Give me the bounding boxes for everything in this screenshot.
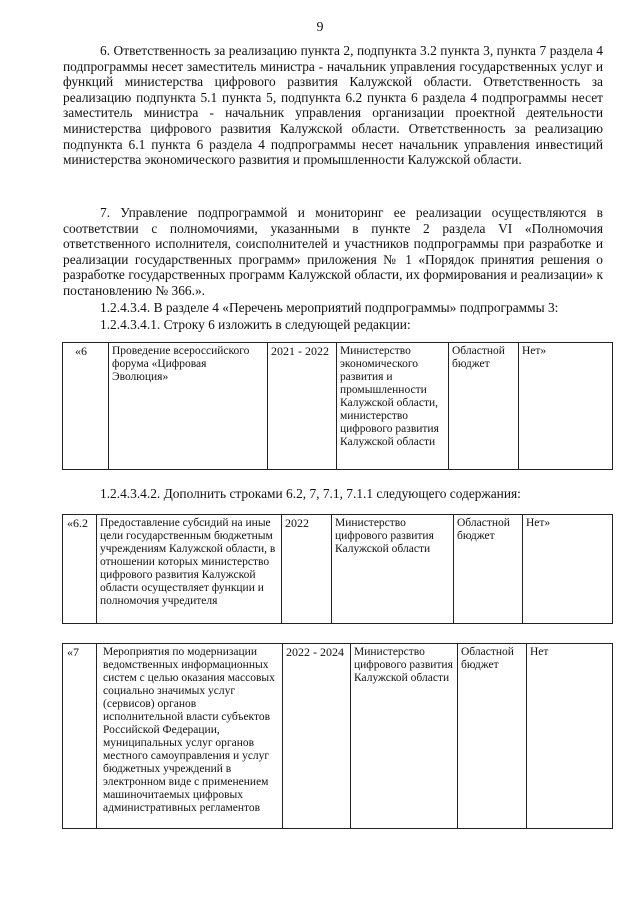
page-number: 9 [316,20,324,35]
event-name: Предоставление субсидий на иные цели государственным бюджетным учреждениям Калужской области, в отношении которых министерство цифрового развития Калужской области осуществляет функции и полномочия учредителя [97,515,282,624]
flag-value: Нет» [519,343,613,470]
event-period: 2022 - 2024 [283,644,351,829]
clause-1-2-4-3-4-1: 1.2.4.3.4.1. Строку 6 изложить в следующей редакции: [100,317,411,332]
table-row-7 [62,643,613,829]
row-number: «6.2 [63,515,97,624]
flag-value: Нет [527,644,613,829]
clause-1-2-4-3-4: 1.2.4.3.4. В разделе 4 «Перечень мероприятий подпрограммы» подпрограммы 3: [100,300,559,315]
funding-source: Областной бюджет [454,515,523,624]
paragraph-responsibility: 6. Ответственность за реализацию пункта 2, подпункта 3.2 пункта 3, пункта 7 раздела 4 подпрограммы несет заместитель министра - начальник управления государственных услуг и функций министерства цифрового развития Калужской области. Ответственность за реализацию подпункта 5.1 пункта 5, подпункта 6.2 пункта 6 раздела 4 подпрограммы несет заместитель министра - начальник управления организации проектной деятельности министерства цифрового развития Калужской области. Ответственность за реализацию подпункта 6.1 пункта 6 раздела 4 подпрограммы несет начальник управления инвестиций министерства экономического развития и промышленности Калужской области. [63,43,603,168]
funding-source: Областной бюджет [449,343,519,470]
clause-1-2-4-3-4-2: 1.2.4.3.4.2. Дополнить строками 6.2, 7, 7.1, 7.1.1 следующего содержания: [100,486,521,501]
paragraph-management: 7. Управление подпрограммой и мониторинг ее реализации осуществляются в соответствии с полномочиями, указанными в пункте 2 раздела VI «Полномочия ответственного исполнителя, соисполнителей и участников подпрограммы при разработке и реализации государственных программ» приложения № 1 «Порядок принятия решения о разработке государственных программ Калужской области, их формирования и реализации» к постановлению № 366.». [63,205,603,298]
table-row-6-2 [62,514,613,624]
event-period: 2021 - 2022 [268,343,337,470]
flag-value: Нет» [523,515,613,624]
funding-source: Областной бюджет [458,644,527,829]
event-name: Мероприятия по модернизации ведомственных информационных систем с целью оказания массовых социально значимых услуг (сервисов) органов исполнительной власти субъектов Российской Федерации, муниципальных услуг органов местного самоуправления и услуг бюджетных учреждений в электронном виде с применением машиночитаемых цифровых административных регламентов [97,644,283,829]
row-number: «6 [63,343,109,470]
event-executor: Министерство цифрового развития Калужской области [351,644,458,829]
event-period: 2022 [282,515,332,624]
row-number: «7 [63,644,97,829]
event-name: Проведение всероссийского форума «Цифровая Эволюция» [109,343,268,470]
event-executor: Министерство цифрового развития Калужской области [332,515,454,624]
table-row-6 [62,342,613,470]
event-executor: Министерство экономического развития и промышленности Калужской области, министерство цифрового развития Калужской области [337,343,449,470]
